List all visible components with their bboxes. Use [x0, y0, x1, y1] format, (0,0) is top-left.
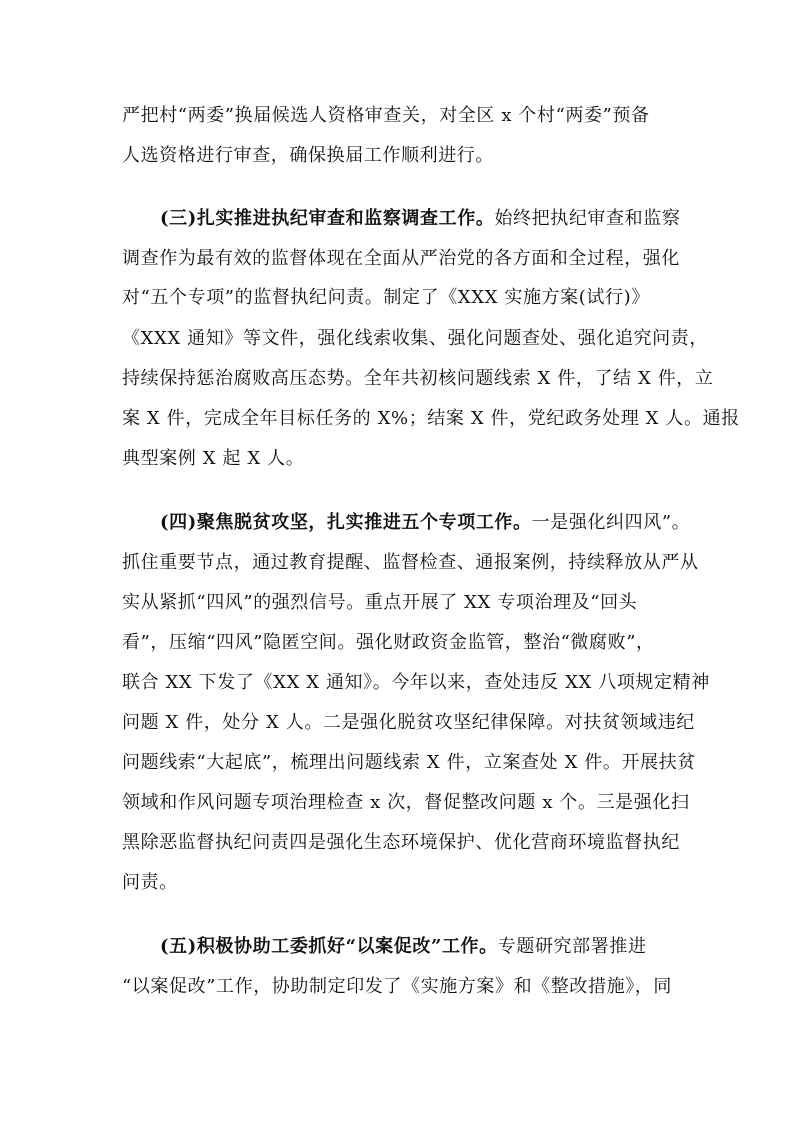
body-text-line: 实从紧抓“四风”的强烈信号。重点开展了 XX 专项治理及“回头 [122, 592, 638, 613]
body-text-line: 问责。 [122, 872, 178, 893]
body-text-line: 联合 XX 下发了《XX X 通知》。今年以来，查处违反 XX 八项规定精神 [122, 672, 710, 693]
body-text-line: “以案促改”工作，协助制定印发了《实施方案》和《整改措施》，同 [122, 976, 673, 997]
body-text-line: 人选资格进行审查，确保换届工作顺利进行。 [122, 145, 494, 166]
body-text: 专题研究部署推进 [497, 936, 647, 957]
body-text-line: 持续保持惩治腐败高压态势。全年共初核问题线索 X 件，了结 X 件，立 [122, 368, 714, 389]
section-heading: (四)聚焦脱贫攻坚，扎实推进五个专项工作。 [160, 512, 532, 533]
body-text-line: 抓住重要节点，通过教育提醒、监督检查、通报案例，持续释放从严从 [122, 552, 699, 573]
section-heading: (五)积极协助工委抓好“以案促改”工作。 [160, 936, 498, 957]
paragraph-first-line [160, 510, 691, 536]
body-text-line: 典型案例 X 起 X 人。 [122, 448, 305, 469]
paragraph-first-line [160, 934, 682, 960]
body-text-line: 案 X 件，完成全年目标任务的 X%；结案 X 件，党纪政务处理 X 人。通报 [122, 408, 740, 429]
body-text-line: 问题线索“大起底”，梳理出问题线索 X 件，立案查处 X 件。开展扶贫 [122, 752, 696, 773]
body-text-line: 黑除恶监督执纪问责四是强化生态环境保护、优化营商环境监督执纪 [122, 832, 680, 853]
body-text: 一是强化纠四风”。 [531, 512, 691, 533]
body-text-line: 《XXX 通知》等文件，强化线索收集、强化问题查处、强化追究问责， [122, 328, 708, 349]
section-heading: (三)扎实推进执纪审查和监察调查工作。 [160, 208, 495, 229]
body-text-line: 看”，压缩“四风”隐匿空间。强化财政资金监管，整治“微腐败”， [122, 632, 655, 653]
body-text-line: 严把村“两委”换届候选人资格审查关，对全区 x 个村“两委”预备 [122, 105, 650, 126]
body-text-line: 问题 X 件，处分 X 人。二是强化脱贫攻坚纪律保障。对扶贫领域违纪 [122, 712, 695, 733]
body-text-line: 调查作为最有效的监督体现在全面从严治党的各方面和全过程，强化 [122, 248, 680, 269]
body-text-line: 领域和作风问题专项治理检查 x 次，督促整改问题 x 个。三是强化扫 [122, 792, 690, 813]
body-text: 始终把执纪审查和监察 [494, 208, 681, 229]
paragraph-first-line [160, 206, 682, 232]
body-text-line: 对“五个专项”的监督执纪问责。制定了《XXX 实施方案(试行)》 [122, 287, 650, 308]
